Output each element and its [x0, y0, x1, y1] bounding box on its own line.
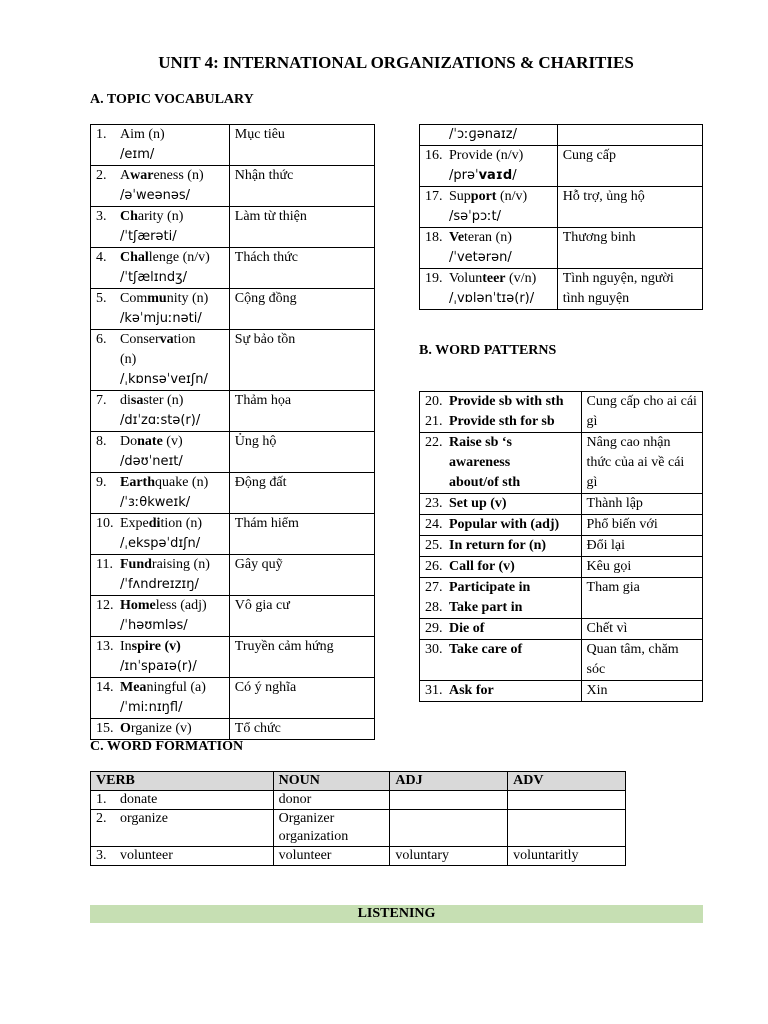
ipa-transcription: /kəˈmjuːnəti/ [120, 311, 202, 326]
item-number: 28. [425, 600, 443, 615]
pattern-meaning: Xin [581, 681, 702, 702]
pattern-line [425, 578, 576, 598]
word-formation-table [90, 771, 626, 866]
item-number: 20. [425, 394, 443, 409]
page-title: UNIT 4: INTERNATIONAL ORGANIZATIONS & CHARITIES [158, 53, 634, 72]
pattern-text: Ask for [449, 683, 494, 698]
pattern-line [425, 557, 576, 577]
pattern-text: about/of sth [449, 475, 521, 490]
word-segment: teran (n) [464, 230, 512, 245]
vocab-word [120, 678, 206, 698]
vocab-row [91, 719, 375, 740]
word-segment: spire (v) [131, 639, 181, 654]
item-number: 22. [425, 435, 443, 450]
pattern-meaning: Quan tâm, chăm sóc [581, 640, 702, 681]
ipa-transcription: /səˈpɔːt/ [449, 209, 501, 224]
item-number: 31. [425, 683, 443, 698]
vocab-term-cell [91, 473, 230, 514]
word-segment: Do [120, 434, 138, 449]
verb-line [96, 791, 268, 809]
item-number: 18. [425, 230, 443, 245]
pattern-text: Call for (v) [449, 559, 515, 574]
section-heading-word-patterns: B. WORD PATTERNS [419, 343, 557, 358]
item-number: 2. [96, 168, 107, 183]
vocab-meaning: Động đất [229, 473, 374, 514]
ipa-transcription: /ˈfʌndreɪzɪŋ/ [120, 577, 199, 592]
pattern-line [425, 392, 576, 412]
word-segment: Chal [120, 250, 149, 265]
vocab-word-line [96, 248, 224, 268]
word-segment: war [130, 168, 154, 183]
pattern-meaning: Cung cấp cho ai cái gì [581, 392, 702, 433]
verb-text: organize [120, 811, 168, 826]
item-number: 2. [96, 811, 107, 826]
vocab-word-line [425, 146, 552, 166]
vocab-row [91, 125, 375, 166]
word-segment: eness (n) [153, 168, 204, 183]
item-number: 9. [96, 475, 107, 490]
pattern-line [425, 598, 576, 618]
ipa-transcription: /ˈvetərən/ [449, 250, 512, 265]
word-segment: arity (n) [137, 209, 184, 224]
adj-cell [390, 810, 508, 847]
item-number: 4. [96, 250, 107, 265]
listening-section-bar: LISTENING [90, 905, 703, 923]
vocab-term-cell [91, 432, 230, 473]
pattern-line [425, 494, 576, 514]
verb-cell [91, 810, 274, 847]
vocab-word-line [96, 391, 224, 411]
pattern-cell [420, 536, 582, 557]
vocab-word [120, 330, 195, 350]
ipa-transcription: /ˈmiːnɪŋfl/ [120, 700, 183, 715]
item-number: 23. [425, 496, 443, 511]
pattern-line [425, 640, 576, 660]
pattern-row [420, 619, 703, 640]
vocab-term-cell [420, 228, 558, 269]
vocab-meaning: Thám hiểm [229, 514, 374, 555]
item-number: 19. [425, 271, 443, 286]
adv-cell: voluntaritly [508, 847, 626, 866]
vocab-row [91, 514, 375, 555]
word-segment: ster (n) [143, 393, 184, 408]
vocab-row [91, 207, 375, 248]
vocab-term-cell [91, 248, 230, 289]
noun-cell [273, 810, 390, 847]
pattern-cell [420, 494, 582, 515]
item-number: 30. [425, 642, 443, 657]
item-number [425, 473, 449, 493]
item-number: 16. [425, 148, 443, 163]
vocab-meaning: Cộng đồng [229, 289, 374, 330]
item-number: 13. [96, 639, 114, 654]
pattern-line [425, 515, 576, 535]
item-number [425, 453, 449, 473]
ipa-transcription: /ˈɔːɡənaɪz/ [449, 127, 517, 142]
ipa-transcription: /əˈweənəs/ [120, 188, 190, 203]
item-number: 27. [425, 580, 443, 595]
ipa-transcription: /ˈɜːθkweɪk/ [120, 495, 191, 510]
vocab-word-line [96, 596, 224, 616]
pattern-cell [420, 433, 582, 494]
pattern-text: Die of [449, 621, 485, 636]
vocab-meaning: Nhận thức [229, 166, 374, 207]
vocab-row [91, 596, 375, 637]
word-segment: Expe [120, 516, 149, 531]
vocab-term-cell [420, 146, 558, 187]
pattern-line [425, 412, 576, 432]
vocab-term-cell [91, 330, 230, 391]
item-number: 1. [96, 792, 107, 807]
ipa-part: / [512, 168, 517, 183]
pattern-text: Popular with (adj) [449, 517, 560, 532]
pattern-meaning: Thành lập [581, 494, 702, 515]
vocab-term-cell [91, 678, 230, 719]
noun-text: donor [278, 792, 312, 807]
pattern-text: In return for (n) [449, 538, 547, 553]
verb-text: donate [120, 792, 158, 807]
vocab-term-cell [91, 289, 230, 330]
word-segment: nity (n) [166, 291, 209, 306]
pattern-line [425, 433, 576, 453]
ipa-stress: vaɪd [478, 168, 513, 183]
pattern-line [425, 536, 576, 556]
vocab-word [120, 514, 202, 534]
item-number: 14. [96, 680, 114, 695]
vocab-word-line [96, 330, 224, 350]
pattern-text: Take part in [449, 600, 523, 615]
ipa-transcription: /ˌekspəˈdɪʃn/ [120, 536, 201, 551]
pattern-text: Provide sth for sb [449, 414, 555, 429]
vocab-term-cell [91, 514, 230, 555]
vocab-meaning: Gây quỹ [229, 555, 374, 596]
adv-cell [508, 810, 626, 847]
pattern-text: Raise sb ‘s [449, 435, 513, 450]
item-number: 12. [96, 598, 114, 613]
vocab-word-line [96, 719, 224, 739]
vocab-row [91, 432, 375, 473]
vocab-word-line [96, 432, 224, 452]
vocab-word [120, 596, 207, 616]
word-segment: rganize (v) [130, 721, 192, 736]
vocab-word [449, 228, 512, 248]
vocab-row [420, 125, 703, 146]
vocab-meaning: Truyền cảm hứng [229, 637, 374, 678]
pattern-text: Participate in [449, 580, 531, 595]
vocab-meaning: Thách thức [229, 248, 374, 289]
vocab-term-cell [420, 269, 558, 310]
vocab-word-line [425, 228, 552, 248]
vocab-word [449, 187, 527, 207]
adv-cell [508, 791, 626, 810]
verb-line [96, 810, 268, 828]
pattern-cell [420, 681, 582, 702]
item-number: 15. [96, 721, 114, 736]
word-segment: Fund [120, 557, 152, 572]
ipa-transcription: /eɪm/ [120, 147, 155, 162]
column-header-noun: NOUN [273, 772, 390, 791]
item-number: 25. [425, 538, 443, 553]
verb-text: volunteer [120, 848, 173, 863]
ipa-transcription [425, 166, 552, 186]
word-segment: mu [147, 291, 167, 306]
vocab-term-cell [91, 166, 230, 207]
vocab-word [120, 637, 181, 657]
item-number: 26. [425, 559, 443, 574]
word-segment: less (adj) [155, 598, 207, 613]
pattern-text: Provide sb with sth [449, 394, 564, 409]
word-segment: Ve [449, 230, 465, 245]
ipa-transcription: /ɪnˈspaɪə(r)/ [120, 659, 197, 674]
column-header-adj: ADJ [390, 772, 508, 791]
vocab-meaning: Hỗ trợ, ủng hộ [557, 187, 702, 228]
word-segment: tion (n) [160, 516, 203, 531]
vocab-row [420, 228, 703, 269]
item-number: 1. [96, 127, 107, 142]
column-header-verb: VERB [91, 772, 274, 791]
vocab-term-cell [91, 555, 230, 596]
vocab-meaning: Cung cấp [557, 146, 702, 187]
pattern-meaning: Nâng cao nhận thức của ai về cái gì [581, 433, 702, 494]
word-segment: Mea [120, 680, 147, 695]
item-number: 17. [425, 189, 443, 204]
pattern-meaning: Đổi lại [581, 536, 702, 557]
pattern-row [420, 640, 703, 681]
vocab-word-line [96, 637, 224, 657]
pattern-meaning: Chết vì [581, 619, 702, 640]
noun-text: volunteer [278, 848, 332, 863]
vocab-term-cell [91, 637, 230, 678]
item-number: 7. [96, 393, 107, 408]
pattern-row [420, 578, 703, 619]
vocab-term-cell [91, 596, 230, 637]
ipa-transcription: /ˌvɒlənˈtɪə(r)/ [449, 291, 535, 306]
verb-cell [91, 847, 274, 866]
vocab-word-line [96, 125, 224, 145]
vocab-word-line [425, 187, 552, 207]
vocab-row [420, 146, 703, 187]
word-segment: Sup [449, 189, 471, 204]
item-number: 8. [96, 434, 107, 449]
item-number: 3. [96, 209, 107, 224]
pattern-row [420, 536, 703, 557]
vocab-word [120, 432, 183, 452]
pattern-row [420, 494, 703, 515]
pattern-row [420, 681, 703, 702]
vocab-row [91, 289, 375, 330]
vocab-meaning [557, 125, 702, 146]
pattern-line [425, 473, 576, 493]
vocab-word [449, 146, 523, 166]
ipa-transcription: /dɪˈzɑːstə(r)/ [120, 413, 201, 428]
word-class: (n) [120, 352, 137, 367]
ipa-transcription: /ˌkɒnsəˈveɪʃn/ [120, 372, 208, 387]
noun-text: Organizer [278, 811, 335, 826]
word-segment: di [120, 393, 131, 408]
word-segment: nate [137, 434, 163, 449]
word-segment: A [120, 168, 131, 183]
vocab-term-cell [420, 125, 558, 146]
pattern-text: Take care of [449, 642, 523, 657]
pattern-meaning: Phổ biến với [581, 515, 702, 536]
item-number: 11. [96, 557, 113, 572]
word-segment: Aim (n) [120, 127, 165, 142]
vocab-term-cell [420, 187, 558, 228]
vocab-row [420, 187, 703, 228]
ipa-part: /prəˈ [449, 168, 479, 183]
word-segment: quake (n) [155, 475, 209, 490]
column-header-adv: ADV [508, 772, 626, 791]
noun-text: organization [278, 829, 349, 844]
vocab-word [120, 719, 192, 739]
vocab-word-line [96, 555, 224, 575]
vocab-meaning: Mục tiêu [229, 125, 374, 166]
vocab-word [449, 269, 536, 289]
word-segment: Com [120, 291, 148, 306]
vocab-word-line [96, 678, 224, 698]
word-segment: Earth [120, 475, 155, 490]
vocab-meaning: Tổ chức [229, 719, 374, 740]
pattern-cell [420, 515, 582, 536]
pattern-meaning: Tham gia [581, 578, 702, 619]
pattern-meaning: Kêu gọi [581, 557, 702, 578]
vocab-word [120, 166, 204, 186]
word-segment: Home [120, 598, 156, 613]
item-number: 24. [425, 517, 443, 532]
vocab-row [91, 637, 375, 678]
word-segment: lenge (n/v) [148, 250, 210, 265]
vocab-term-cell [91, 391, 230, 432]
vocab-meaning: Thương binh [557, 228, 702, 269]
pattern-cell [420, 392, 582, 433]
item-number: 29. [425, 621, 443, 636]
vocabulary-table-left [90, 124, 375, 740]
word-segment: Provide (n/v) [449, 148, 524, 163]
word-formation-row [91, 810, 626, 847]
vocab-word [120, 248, 210, 268]
ipa-transcription: /ˈtʃælɪndʒ/ [120, 270, 188, 285]
word-segment: Ch [120, 209, 138, 224]
word-formation-row [91, 847, 626, 866]
vocab-meaning: Thảm họa [229, 391, 374, 432]
vocab-word-line [96, 473, 224, 493]
section-heading-word-formation: C. WORD FORMATION [90, 739, 244, 754]
word-segment: va [159, 332, 174, 347]
vocab-meaning: Ủng hộ [229, 432, 374, 473]
ipa-transcription: /dəʊˈneɪt/ [120, 454, 183, 469]
vocab-term-cell [91, 719, 230, 740]
noun-cell [273, 847, 390, 866]
adj-cell: voluntary [390, 847, 508, 866]
noun-cell [273, 791, 390, 810]
word-segment: Volun [449, 271, 483, 286]
item-number: 5. [96, 291, 107, 306]
item-number: 6. [96, 332, 107, 347]
vocab-meaning: Làm từ thiện [229, 207, 374, 248]
pattern-line [425, 619, 576, 639]
vocabulary-table-right [419, 124, 703, 310]
vocab-row [91, 391, 375, 432]
adj-cell [390, 791, 508, 810]
pattern-text: Set up (v) [449, 496, 507, 511]
word-segment: O [120, 721, 131, 736]
pattern-row [420, 433, 703, 494]
verb-cell [91, 791, 274, 810]
word-segment: raising (n) [151, 557, 210, 572]
word-segment: di [148, 516, 161, 531]
vocab-row [91, 678, 375, 719]
verb-line [96, 847, 268, 865]
vocab-term-cell [91, 125, 230, 166]
vocab-word [120, 125, 165, 145]
vocab-row [91, 330, 375, 391]
vocab-word-line [96, 166, 224, 186]
ipa-transcription: /ˈtʃærəti/ [120, 229, 177, 244]
vocab-word [120, 391, 183, 411]
vocab-row [91, 248, 375, 289]
word-segment: (v/n) [505, 271, 537, 286]
item-number: 3. [96, 848, 107, 863]
pattern-cell [420, 640, 582, 681]
pattern-cell [420, 619, 582, 640]
vocab-meaning: Có ý nghĩa [229, 678, 374, 719]
vocab-word-line [96, 289, 224, 309]
vocab-word-line [96, 207, 224, 227]
vocab-word [120, 555, 210, 575]
vocab-row [420, 269, 703, 310]
word-segment: (v) [162, 434, 183, 449]
word-segment: In [120, 639, 132, 654]
vocab-meaning: Tình nguyện, người tình nguyện [557, 269, 702, 310]
vocab-row [91, 473, 375, 514]
vocab-word [120, 289, 208, 309]
word-formation-row [91, 791, 626, 810]
pattern-line [425, 453, 576, 473]
item-number: 21. [425, 414, 443, 429]
word-segment: (n/v) [496, 189, 528, 204]
vocab-word-line [96, 514, 224, 534]
word-patterns-table [419, 391, 703, 702]
vocab-term-cell [91, 207, 230, 248]
pattern-line [425, 681, 576, 701]
word-segment: teer [482, 271, 506, 286]
pattern-row [420, 515, 703, 536]
vocab-word [120, 473, 208, 493]
vocab-meaning: Sự bảo tồn [229, 330, 374, 391]
vocab-meaning: Vô gia cư [229, 596, 374, 637]
vocab-word-line [425, 269, 552, 289]
ipa-transcription: /ˈhəʊmləs/ [120, 618, 188, 633]
word-segment: ningful (a) [146, 680, 206, 695]
pattern-cell [420, 578, 582, 619]
pattern-row [420, 392, 703, 433]
pattern-text: awareness [449, 455, 511, 470]
vocab-row [91, 166, 375, 207]
pattern-row [420, 557, 703, 578]
pattern-cell [420, 557, 582, 578]
item-number: 10. [96, 516, 114, 531]
word-segment: sa [130, 393, 144, 408]
word-segment: tion [173, 332, 196, 347]
word-segment: Conser [120, 332, 160, 347]
word-segment: port [470, 189, 497, 204]
vocab-word [120, 207, 183, 227]
vocab-row [91, 555, 375, 596]
section-heading-vocabulary: A. TOPIC VOCABULARY [90, 92, 254, 107]
